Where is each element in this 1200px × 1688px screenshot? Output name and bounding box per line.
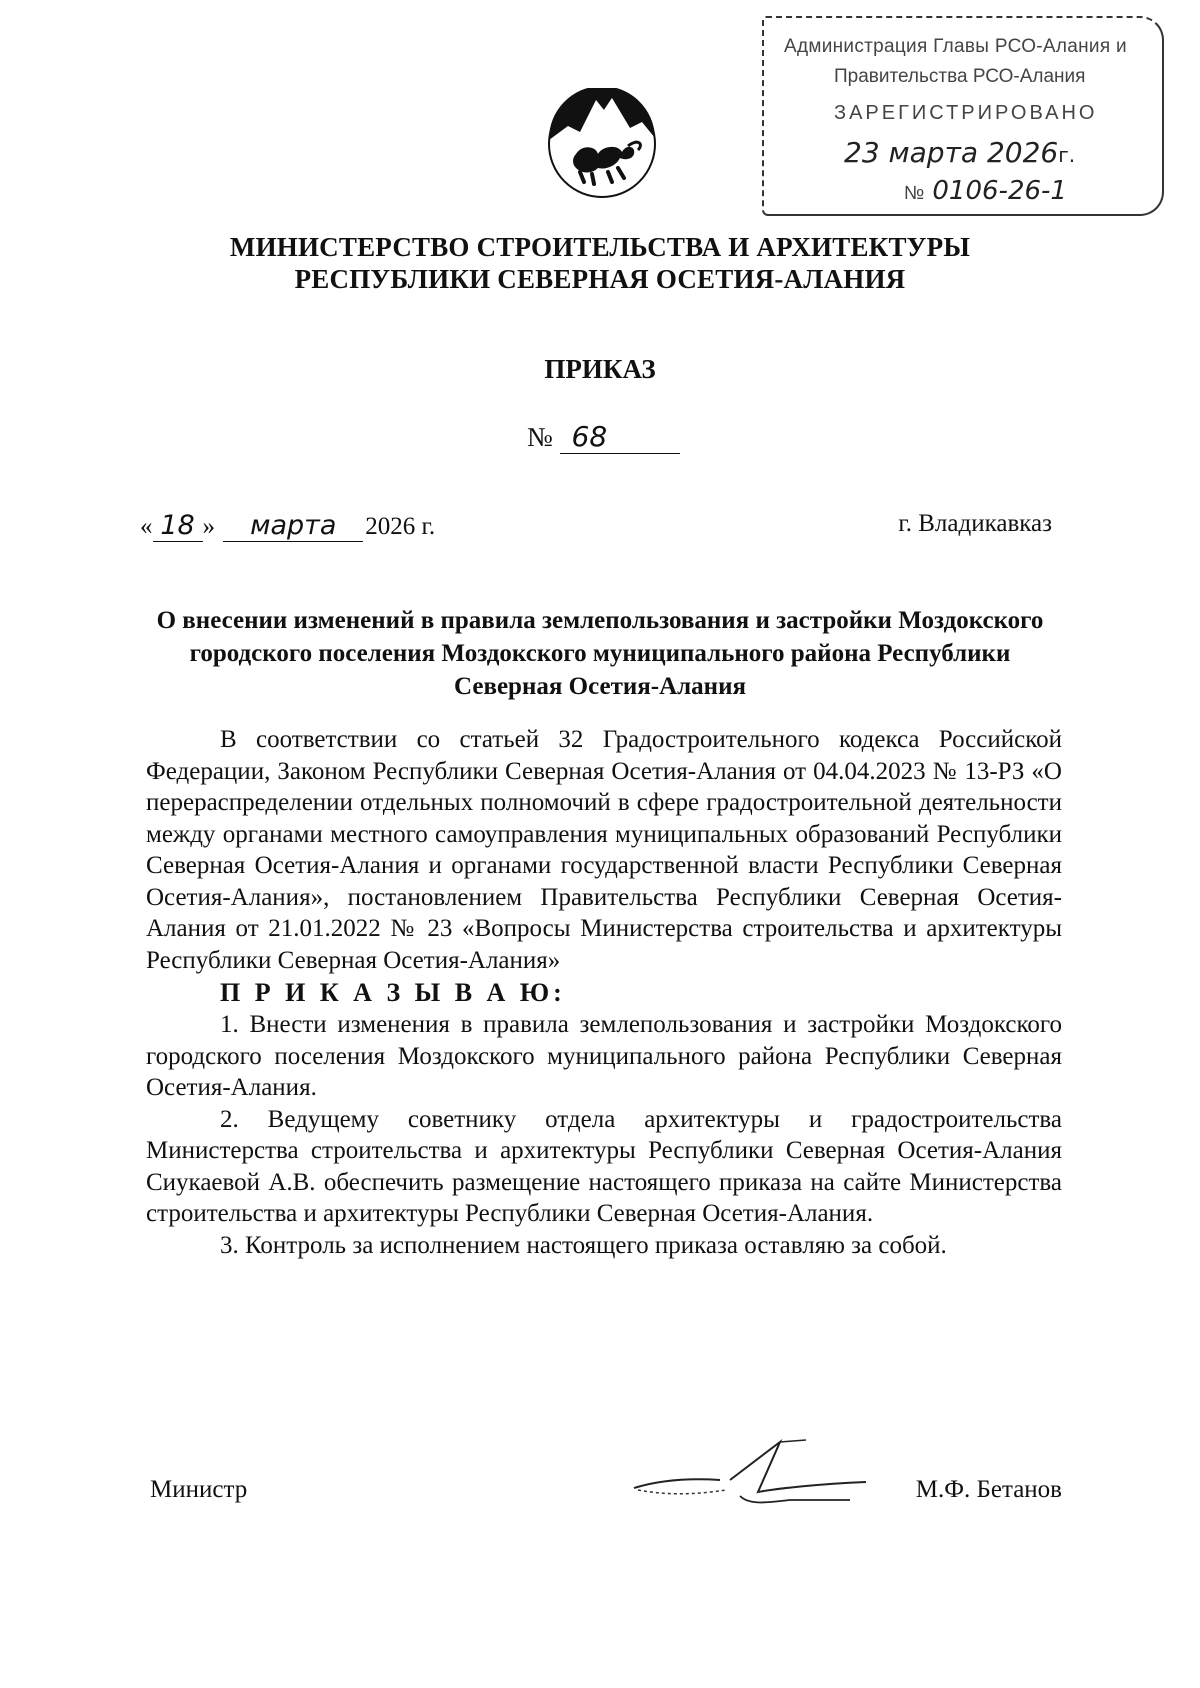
registration-stamp — [762, 16, 1164, 216]
ministry-title-line2: РЕСПУБЛИКИ СЕВЕРНАЯ ОСЕТИЯ-АЛАНИЯ — [294, 264, 906, 294]
stamp-date-handwritten: 23 марта 2026 — [844, 136, 1059, 169]
ministry-title-line1: МИНИСТЕРСТВО СТРОИТЕЛЬСТВА И АРХИТЕКТУРЫ — [229, 232, 971, 262]
order-directive-word: П Р И К А З Ы В А Ю: — [220, 978, 566, 1007]
order-number-handwritten: 68 — [560, 420, 680, 454]
stamp-number — [904, 176, 1067, 206]
date-year: 2026 г. — [365, 513, 436, 540]
date-month-handwritten: марта — [223, 510, 363, 542]
order-body — [146, 724, 1062, 1261]
stamp-date — [844, 136, 1075, 169]
stamp-number-handwritten: 0106-26-1 — [932, 176, 1067, 206]
stamp-number-label: № — [904, 183, 925, 204]
mountain-leopard-emblem-icon — [546, 88, 658, 200]
stamp-registered-label: ЗАРЕГИСТРИРОВАНО — [834, 102, 1098, 124]
order-number-label: № — [527, 422, 553, 452]
order-item-2: 2. Ведущему советнику отдела архитектуры и градостроительства Министерства строительства и архитектуры Республики Северная Осетия-Алания Сиукаевой А.В. обеспечить размещение настоящего приказа на сайте Министерства строительства и архитектуры Республики Северная Осетия-Алания. — [146, 1105, 1062, 1227]
order-city: г. Владикавказ — [898, 510, 1052, 537]
handwritten-signature — [630, 1430, 870, 1510]
order-subject: О внесении изменений в правила землепользования и застройки Моздокского городского поселения Моздокского муниципального района Республики Северная Осетия-Алания — [156, 607, 1044, 700]
date-open-quote: « — [140, 513, 153, 540]
signatory-position: Министр — [150, 1476, 248, 1503]
stamp-organization-line2: Правительства РСО-Алания — [834, 66, 1086, 87]
date-close-quote: » — [202, 513, 215, 540]
document-type-title: ПРИКАЗ — [544, 354, 656, 384]
order-preamble: В соответствии со статьей 32 Градостроительного кодекса Российской Федерации, Законом Республики Северная Осетия-Алания от 04.04.2023 № 13-РЗ «О перераспределении отдельных полномочий в сфере градостроительной деятельности между органами местного самоуправления муниципальных образований Республики Северная Осетия-Алания и органами государственной власти Республики Северная Осетия-Алания», постановлением Правительства Республики Северная Осетия-Алания от 21.01.2022 № 23 «Вопросы Министерства строительства и архитектуры Республики Северная Осетия-Алания» — [146, 726, 1062, 974]
order-item-1: 1. Внести изменения в правила землепользования и застройки Моздокского городского поселения Моздокского муниципального района Республики Северная Осетия-Алания. — [146, 1011, 1062, 1101]
signatory-name: М.Ф. Бетанов — [915, 1476, 1062, 1503]
stamp-organization-line1: Администрация Главы РСО-Алания и — [784, 36, 1127, 57]
order-item-3: 3. Контроль за исполнением настоящего приказа оставляю за собой. — [220, 1231, 947, 1259]
order-date — [140, 510, 435, 542]
order-number — [527, 420, 680, 454]
stamp-date-suffix: г. — [1058, 143, 1076, 167]
date-day-handwritten: 18 — [153, 510, 203, 542]
